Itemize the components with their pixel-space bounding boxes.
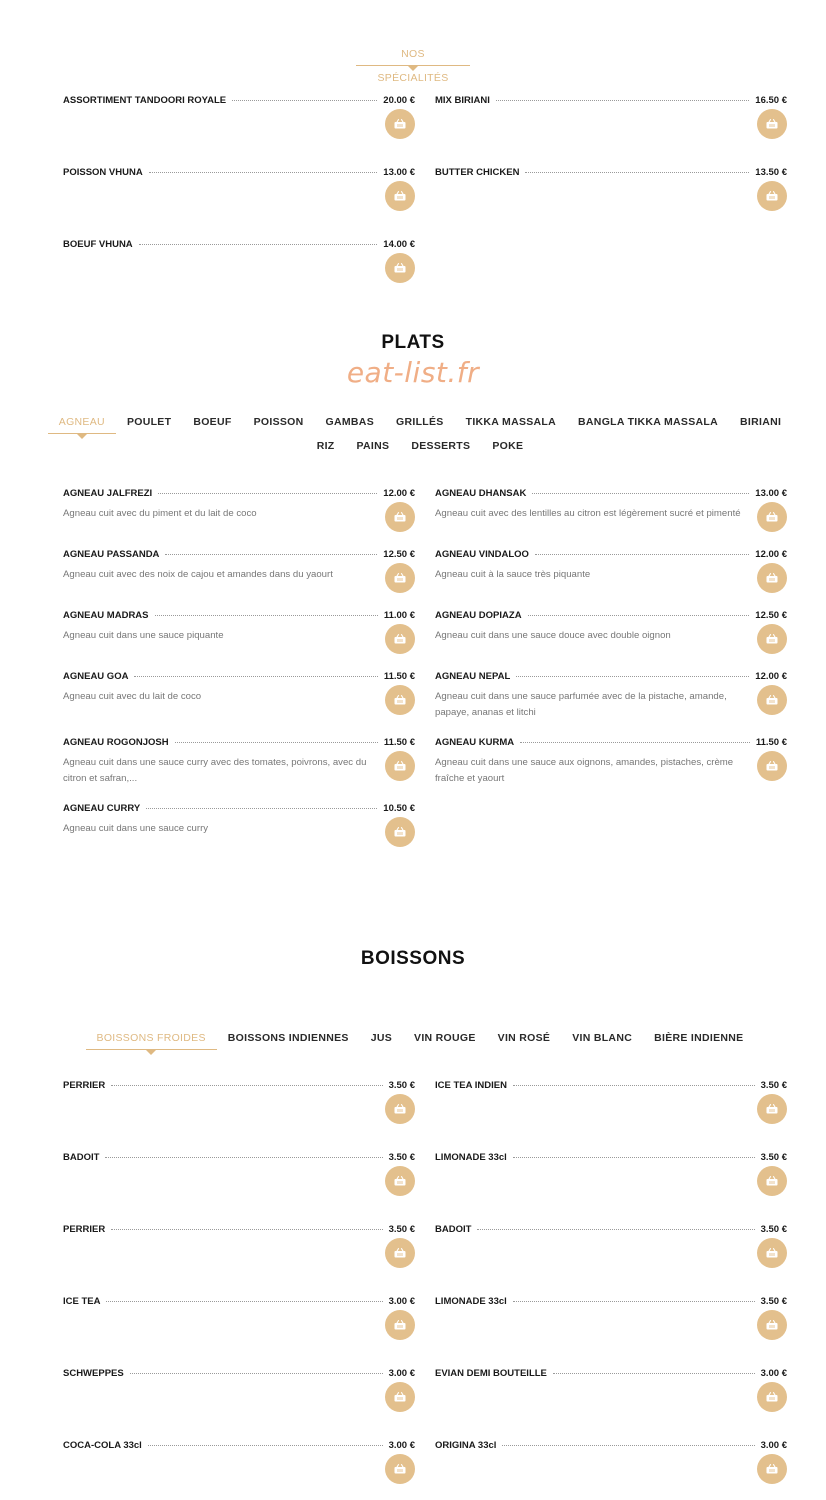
item-price: 12.50 €	[755, 609, 787, 621]
item-price: 3.00 €	[388, 1367, 415, 1379]
dotted-leader	[139, 244, 378, 245]
menu-item	[435, 1294, 787, 1340]
watermark-logo: eat-list.fr	[346, 356, 480, 389]
item-name: LIMONADE 33cl	[435, 1295, 507, 1307]
item-price: 11.50 €	[755, 736, 787, 748]
add-to-cart-button[interactable]	[757, 685, 787, 715]
tab-desserts[interactable]	[400, 434, 481, 458]
basket-icon	[766, 1464, 778, 1474]
add-to-cart-button[interactable]	[757, 1238, 787, 1268]
item-price: 3.00 €	[388, 1439, 415, 1451]
item-body	[63, 683, 415, 715]
item-body	[63, 1452, 415, 1484]
item-name: AGNEAU DOPIAZA	[435, 609, 522, 621]
add-to-cart-button[interactable]	[385, 181, 415, 211]
item-body	[63, 251, 415, 283]
basket-icon	[766, 119, 778, 129]
item-header	[435, 486, 787, 500]
item-description: Agneau cuit dans une sauce curry	[63, 823, 209, 834]
tab-bangla-tikka-massala[interactable]	[567, 410, 729, 434]
item-price: 20.00 €	[383, 94, 415, 106]
plats-title: PLATS	[381, 332, 445, 353]
menu-item	[63, 735, 415, 786]
basket-icon	[766, 1104, 778, 1114]
item-price: 3.00 €	[388, 1295, 415, 1307]
basket-icon	[394, 761, 406, 771]
dotted-leader	[111, 1229, 382, 1230]
dotted-leader	[477, 1229, 754, 1230]
basket-icon	[394, 191, 406, 201]
tab-label: NOS SPÉCIALITÉS	[377, 48, 449, 84]
menu-item	[435, 1438, 787, 1484]
item-price: 3.50 €	[760, 1295, 787, 1307]
item-price: 3.50 €	[760, 1079, 787, 1091]
item-header	[63, 1150, 415, 1164]
add-to-cart-button[interactable]	[385, 1238, 415, 1268]
item-body	[63, 1092, 415, 1124]
item-name: BADOIT	[63, 1151, 100, 1163]
item-name: PERRIER	[63, 1223, 106, 1235]
add-to-cart-button[interactable]	[757, 1094, 787, 1124]
dotted-leader	[130, 1373, 383, 1374]
dotted-leader	[175, 742, 378, 743]
basket-icon	[766, 761, 778, 771]
item-price: 12.00 €	[755, 670, 787, 682]
item-name: LIMONADE 33cl	[435, 1151, 507, 1163]
item-header	[435, 669, 787, 683]
item-header	[63, 486, 415, 500]
tab-label: POISSON	[253, 416, 304, 428]
tab-label: BIÈRE INDIENNE	[654, 1032, 744, 1044]
item-header	[63, 237, 415, 251]
tab-label: POULET	[126, 416, 172, 428]
dotted-leader	[134, 676, 377, 677]
item-price: 3.50 €	[760, 1151, 787, 1163]
tab-label: PAINS	[356, 440, 390, 452]
tab-label: RIZ	[316, 440, 335, 452]
plats-tabs-row1	[40, 410, 800, 434]
item-price: 16.50 €	[755, 94, 787, 106]
menu-item	[435, 93, 787, 139]
add-to-cart-button[interactable]	[385, 1382, 415, 1412]
item-header	[435, 165, 787, 179]
item-name: AGNEAU CURRY	[63, 802, 141, 814]
item-description: Agneau cuit dans une sauce aux oignons, amandes, pistaches, crème fraîche et yaourt	[435, 757, 734, 784]
tab-jus[interactable]	[360, 1026, 403, 1050]
item-price: 12.50 €	[383, 548, 415, 560]
add-to-cart-button[interactable]	[757, 1166, 787, 1196]
tab-nos-specialites[interactable]	[356, 42, 470, 84]
item-price: 14.00 €	[383, 238, 415, 250]
menu-item	[63, 486, 415, 532]
tab-label: GAMBAS	[325, 416, 374, 428]
tab-grill-s[interactable]	[385, 410, 455, 434]
menu-item	[435, 165, 787, 211]
item-header	[435, 1294, 787, 1308]
item-body	[435, 1092, 787, 1124]
item-body	[63, 561, 415, 593]
add-to-cart-button[interactable]	[385, 563, 415, 593]
basket-icon	[394, 1248, 406, 1258]
item-price: 11.50 €	[383, 736, 415, 748]
item-name: AGNEAU ROGONJOSH	[63, 736, 169, 748]
dotted-leader	[165, 554, 377, 555]
tab-biriani[interactable]	[729, 410, 792, 434]
tab-gambas[interactable]	[315, 410, 385, 434]
tab-caret	[146, 1050, 156, 1055]
item-body	[63, 1308, 415, 1340]
add-to-cart-button[interactable]	[757, 181, 787, 211]
item-body	[435, 683, 787, 720]
item-body	[435, 1452, 787, 1484]
tab-vin-ros-[interactable]	[487, 1026, 562, 1050]
add-to-cart-button[interactable]	[757, 751, 787, 781]
item-price: 3.00 €	[760, 1367, 787, 1379]
item-header	[63, 165, 415, 179]
tab-bi-re-indienne[interactable]	[643, 1026, 754, 1050]
dotted-leader	[232, 100, 377, 101]
dotted-leader	[513, 1157, 755, 1158]
dotted-leader	[535, 554, 749, 555]
item-name: BUTTER CHICKEN	[435, 166, 520, 178]
dotted-leader	[158, 493, 377, 494]
add-to-cart-button[interactable]	[757, 109, 787, 139]
menu-item	[63, 237, 415, 283]
dotted-leader	[513, 1301, 755, 1302]
menu-item	[63, 1150, 415, 1196]
basket-icon	[394, 263, 406, 273]
menu-item	[63, 1366, 415, 1412]
item-body	[435, 1380, 787, 1412]
item-description: Agneau cuit dans une sauce curry avec des tomates, poivrons, avec du citron et safran,...	[63, 757, 367, 784]
menu-item	[63, 608, 415, 654]
tab-caret	[408, 66, 418, 71]
item-body	[435, 1164, 787, 1196]
dotted-leader	[525, 172, 749, 173]
item-name: AGNEAU JALFREZI	[63, 487, 153, 499]
item-body	[63, 1236, 415, 1268]
item-body	[63, 1380, 415, 1412]
basket-icon	[766, 1248, 778, 1258]
dotted-leader	[148, 1445, 383, 1446]
basket-icon	[766, 1392, 778, 1402]
item-header	[63, 1438, 415, 1452]
item-header	[63, 801, 415, 815]
basket-icon	[394, 1176, 406, 1186]
item-price: 10.50 €	[383, 802, 415, 814]
item-header	[435, 735, 787, 749]
item-body	[435, 500, 787, 532]
basket-icon	[394, 512, 406, 522]
item-header	[63, 1294, 415, 1308]
item-body	[435, 1236, 787, 1268]
dotted-leader	[496, 100, 749, 101]
item-name: AGNEAU VINDALOO	[435, 548, 529, 560]
item-body	[63, 1164, 415, 1196]
item-description: Agneau cuit avec du lait de coco	[63, 691, 202, 702]
plats-tabs-row2	[40, 434, 800, 458]
tab-label: BOEUF	[193, 416, 232, 428]
dotted-leader	[513, 1085, 755, 1086]
menu-item	[63, 1438, 415, 1484]
item-header	[435, 1366, 787, 1380]
tab-vin-rouge[interactable]	[403, 1026, 487, 1050]
add-to-cart-button[interactable]	[385, 109, 415, 139]
basket-icon	[766, 191, 778, 201]
item-description: Agneau cuit dans une sauce douce avec double oignon	[435, 630, 671, 641]
item-name: ORIGINA 33cl	[435, 1439, 497, 1451]
dotted-leader	[155, 615, 378, 616]
add-to-cart-button[interactable]	[757, 624, 787, 654]
tab-pains[interactable]	[346, 434, 401, 458]
add-to-cart-button[interactable]	[385, 1166, 415, 1196]
item-header	[63, 669, 415, 683]
basket-icon	[394, 1464, 406, 1474]
specialties-list	[63, 93, 787, 283]
item-price: 12.00 €	[755, 548, 787, 560]
add-to-cart-button[interactable]	[757, 563, 787, 593]
menu-item	[63, 547, 415, 593]
tab-label: BANGLA TIKKA MASSALA	[578, 416, 719, 428]
item-body	[435, 749, 787, 786]
menu-item	[63, 801, 415, 847]
add-to-cart-button[interactable]	[385, 1454, 415, 1484]
item-header	[63, 608, 415, 622]
tab-label: BIRIANI	[740, 416, 782, 428]
basket-icon	[766, 695, 778, 705]
tab-tikka-massala[interactable]	[455, 410, 567, 434]
item-header	[63, 1366, 415, 1380]
item-header	[435, 1150, 787, 1164]
tab-riz[interactable]	[306, 434, 346, 458]
item-price: 3.00 €	[760, 1439, 787, 1451]
dotted-leader	[520, 742, 750, 743]
add-to-cart-button[interactable]	[385, 685, 415, 715]
basket-icon	[766, 1176, 778, 1186]
item-price: 11.00 €	[383, 609, 415, 621]
item-name: BOEUF VHUNA	[63, 238, 133, 250]
item-name: ICE TEA	[63, 1295, 101, 1307]
menu-item	[63, 669, 415, 720]
tab-agneau[interactable]	[48, 410, 116, 434]
menu-item	[435, 1366, 787, 1412]
item-name: BADOIT	[435, 1223, 472, 1235]
item-name: AGNEAU KURMA	[435, 736, 515, 748]
tab-vin-blanc[interactable]	[561, 1026, 643, 1050]
item-header	[435, 547, 787, 561]
add-to-cart-button[interactable]	[385, 624, 415, 654]
item-header	[435, 608, 787, 622]
item-body	[63, 179, 415, 211]
add-to-cart-button[interactable]	[757, 1310, 787, 1340]
dotted-leader	[105, 1157, 382, 1158]
item-header	[63, 547, 415, 561]
add-to-cart-button[interactable]	[385, 1310, 415, 1340]
dotted-leader	[502, 1445, 754, 1446]
item-description: Agneau cuit avec du piment et du lait de coco	[63, 508, 257, 519]
item-description: Agneau cuit avec des noix de cajou et amandes dans du yaourt	[63, 569, 333, 580]
dotted-leader	[149, 172, 378, 173]
tab-poke[interactable]	[481, 434, 534, 458]
basket-icon	[766, 512, 778, 522]
tab-boissons-indiennes[interactable]	[217, 1026, 360, 1050]
item-header	[63, 735, 415, 749]
item-price: 13.00 €	[755, 487, 787, 499]
menu-item	[435, 669, 787, 720]
item-body	[435, 107, 787, 139]
item-name: AGNEAU PASSANDA	[63, 548, 160, 560]
dotted-leader	[146, 808, 377, 809]
item-body	[63, 500, 415, 532]
basket-icon	[394, 1392, 406, 1402]
menu-item	[63, 93, 415, 139]
add-to-cart-button[interactable]	[757, 1454, 787, 1484]
item-name: EVIAN DEMI BOUTEILLE	[435, 1367, 547, 1379]
add-to-cart-button[interactable]	[385, 817, 415, 847]
item-header	[63, 1078, 415, 1092]
add-to-cart-button[interactable]	[757, 1382, 787, 1412]
item-description: Agneau cuit dans une sauce piquante	[63, 630, 224, 641]
menu-item	[435, 1078, 787, 1124]
item-name: AGNEAU GOA	[63, 670, 129, 682]
menu-item	[435, 608, 787, 654]
basket-icon	[394, 1104, 406, 1114]
item-name: SCHWEPPES	[63, 1367, 124, 1379]
item-name: PERRIER	[63, 1079, 106, 1091]
basket-icon	[766, 573, 778, 583]
dotted-leader	[553, 1373, 755, 1374]
basket-icon	[394, 573, 406, 583]
boissons-tabs	[40, 1026, 800, 1050]
item-body	[63, 749, 415, 786]
add-to-cart-button[interactable]	[385, 1094, 415, 1124]
item-name: ASSORTIMENT TANDOORI ROYALE	[63, 94, 227, 106]
item-body	[63, 622, 415, 654]
item-price: 13.50 €	[755, 166, 787, 178]
item-header	[435, 1438, 787, 1452]
dotted-leader	[516, 676, 749, 677]
item-name: MIX BIRIANI	[435, 94, 490, 106]
menu-item	[63, 165, 415, 211]
tab-label: BOISSONS FROIDES	[96, 1032, 206, 1044]
item-body	[435, 179, 787, 211]
item-description: Agneau cuit dans une sauce parfumée avec de la pistache, amande, papaye, ananas et litchi	[435, 691, 727, 718]
dotted-leader	[111, 1085, 382, 1086]
tab-label: AGNEAU	[58, 416, 105, 428]
tab-boeuf[interactable]	[182, 410, 242, 434]
item-price: 3.50 €	[388, 1223, 415, 1235]
basket-icon	[394, 634, 406, 644]
item-body	[435, 622, 787, 654]
tab-label: VIN BLANC	[572, 1032, 633, 1044]
item-description: Agneau cuit avec des lentilles au citron est légèrement sucré et pimenté	[435, 508, 741, 519]
item-body	[63, 107, 415, 139]
menu-item	[63, 1222, 415, 1268]
tab-label: JUS	[370, 1032, 393, 1044]
plats-list	[63, 486, 787, 847]
item-body	[435, 561, 787, 593]
tab-poisson[interactable]	[243, 410, 315, 434]
menu-item	[435, 1150, 787, 1196]
menu-item	[435, 1222, 787, 1268]
add-to-cart-button[interactable]	[385, 253, 415, 283]
specialties-tabs	[0, 42, 826, 84]
basket-icon	[394, 827, 406, 837]
add-to-cart-button[interactable]	[385, 502, 415, 532]
tab-boissons-froides[interactable]	[86, 1026, 217, 1050]
item-header	[435, 1222, 787, 1236]
tab-poulet[interactable]	[116, 410, 182, 434]
item-header	[435, 93, 787, 107]
basket-icon	[766, 1320, 778, 1330]
tab-label: DESSERTS	[411, 440, 471, 452]
item-name: POISSON VHUNA	[63, 166, 143, 178]
item-body	[435, 1308, 787, 1340]
dotted-leader	[528, 615, 750, 616]
dotted-leader	[106, 1301, 382, 1302]
basket-icon	[394, 119, 406, 129]
add-to-cart-button[interactable]	[757, 502, 787, 532]
tab-label: BOISSONS INDIENNES	[227, 1032, 349, 1044]
item-price: 11.50 €	[383, 670, 415, 682]
tab-label: POKE	[492, 440, 524, 452]
tab-label: TIKKA MASSALA	[465, 416, 557, 428]
item-price: 3.50 €	[760, 1223, 787, 1235]
item-price: 12.00 €	[383, 487, 415, 499]
menu-item	[435, 547, 787, 593]
item-header	[63, 1222, 415, 1236]
menu-item	[435, 486, 787, 532]
item-name: AGNEAU DHANSAK	[435, 487, 527, 499]
item-header	[435, 1078, 787, 1092]
tab-label: VIN ROSÉ	[497, 1032, 551, 1044]
menu-item	[63, 1294, 415, 1340]
dotted-leader	[532, 493, 749, 494]
tab-label: GRILLÉS	[396, 416, 444, 428]
menu-item	[435, 735, 787, 786]
add-to-cart-button[interactable]	[385, 751, 415, 781]
item-body	[63, 815, 415, 847]
boissons-list	[63, 1078, 787, 1484]
item-price: 3.50 €	[388, 1079, 415, 1091]
item-name: ICE TEA INDIEN	[435, 1079, 507, 1091]
item-name: AGNEAU MADRAS	[63, 609, 149, 621]
basket-icon	[766, 634, 778, 644]
item-name: AGNEAU NEPAL	[435, 670, 511, 682]
item-header	[63, 93, 415, 107]
item-name: COCA-COLA 33cl	[63, 1439, 142, 1451]
boissons-title: BOISSONS	[360, 948, 466, 969]
item-price: 3.50 €	[388, 1151, 415, 1163]
basket-icon	[394, 1320, 406, 1330]
tab-label: VIN ROUGE	[414, 1032, 476, 1044]
item-price: 13.00 €	[383, 166, 415, 178]
basket-icon	[394, 695, 406, 705]
item-description: Agneau cuit à la sauce très piquante	[435, 569, 591, 580]
menu-item	[63, 1078, 415, 1124]
